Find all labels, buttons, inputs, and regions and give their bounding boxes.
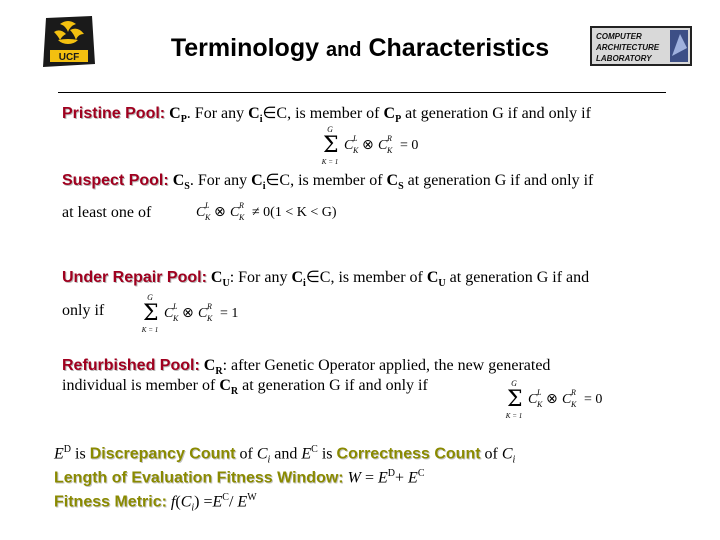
eq3-sigma: Σ <box>143 301 159 326</box>
eq4-cr-sup: R <box>571 388 576 397</box>
f1-of2: of <box>480 445 502 463</box>
fitness-metric-term: Fitness Metric: <box>54 493 167 511</box>
suspect-pool-term: Suspect Pool: <box>62 172 169 189</box>
eq2-otimes: ⊗ <box>214 204 226 220</box>
f1-E-sup: D <box>63 444 72 455</box>
eq3-cl-sub: K <box>173 314 179 323</box>
eq4-rhs: = 0 <box>584 392 603 407</box>
f1-E: E <box>54 445 64 463</box>
pristine-symbol: C <box>169 105 181 122</box>
correctness-count-term: Correctness Count <box>336 445 481 463</box>
eq3-rhs: = 1 <box>220 306 239 321</box>
f1-E2-sup: C <box>311 444 318 455</box>
pristine-pool-term: Pristine Pool: <box>62 105 166 122</box>
eq1-sigma: Σ <box>323 133 339 158</box>
f1-C2-sub: i <box>512 454 516 466</box>
repair-text-2: , is member of <box>330 269 427 286</box>
refurb-text-1: : after Genetic Operator applied, the new generated <box>222 357 551 374</box>
eq4-sum-bottom: K = 1 <box>505 412 523 420</box>
eq4-cr: C <box>562 392 572 407</box>
f3-open: ( <box>175 493 181 511</box>
f3-E2: E <box>237 493 248 511</box>
refurb-symbol-2: C <box>219 377 231 394</box>
eq1-cr-sup: R <box>387 134 392 143</box>
repair-symbol: C <box>210 269 223 286</box>
repair-in: ∈ <box>305 269 320 286</box>
f2-E2: E <box>408 469 418 487</box>
refurb-symbol: C <box>203 357 216 374</box>
pristine-ci-sub: i <box>259 114 263 126</box>
f2-E-sup: D <box>387 468 395 479</box>
suspect-in: ∈ <box>265 172 280 189</box>
suspect-text-2: , is member of <box>290 172 387 189</box>
f3-eq: = <box>199 493 213 511</box>
f2-E: E <box>377 469 388 487</box>
pristine-text-3: at generation G if and only if <box>401 105 591 122</box>
suspect-symbol-sub: S <box>184 181 190 193</box>
footer-line-2 <box>54 464 424 488</box>
pristine-symbol-2-sub: P <box>395 114 402 126</box>
eq3-cr-sub: K <box>207 314 213 323</box>
eq1-sum-bottom: K = 1 <box>321 158 339 166</box>
repair-ci: C <box>291 269 304 286</box>
suspect-equation <box>194 196 374 230</box>
f1-C: C <box>256 445 268 463</box>
title-rule <box>58 92 666 93</box>
f2-W: W <box>343 469 361 487</box>
f1-C2: C <box>501 445 513 463</box>
ucf-logo-text: UCF <box>58 52 80 63</box>
f3-slash: / <box>228 493 238 511</box>
suspect-text-3: at generation G if and only if <box>403 172 594 189</box>
repair-symbol-2-sub: U <box>438 278 446 290</box>
suspect-ci: C <box>251 172 263 189</box>
suspect-c: C <box>279 172 291 189</box>
eq4-cl: C <box>528 392 538 407</box>
pristine-c: C <box>276 105 288 122</box>
repair-pool-line <box>62 268 589 294</box>
eq2-cl-sup: L <box>205 201 210 210</box>
eq2-cr-sup: R <box>239 201 244 210</box>
lab-logo-line-3: LABORATORY <box>596 54 652 63</box>
f3-f: f <box>166 493 176 511</box>
f3-E: E <box>212 493 223 511</box>
eq3-otimes: ⊗ <box>182 305 194 321</box>
eq3-cl: C <box>164 306 174 321</box>
eq2-cl: C <box>196 205 206 220</box>
f3-C-sub: i <box>191 502 195 514</box>
eq1-sum-top: G <box>327 125 333 134</box>
eq3-sum-top: G <box>147 293 153 302</box>
lab-logo-line-2: ARCHITECTURE <box>596 43 660 52</box>
fitness-window-term: Length of Evaluation Fitness Window: <box>54 469 344 487</box>
eq4-sigma: Σ <box>507 387 523 412</box>
eq1-cr-sub: K <box>387 146 393 155</box>
eq3-cr: C <box>198 306 208 321</box>
refurb-text-2: individual is member of <box>62 377 220 394</box>
f2-E2-sup: C <box>417 468 425 479</box>
eq3-sum-bottom: K = 1 <box>141 326 159 334</box>
pristine-text-2: , is member of <box>287 105 384 122</box>
refurb-line-2 <box>62 376 428 402</box>
repair-ci-sub: i <box>303 278 306 290</box>
suspect-ci-sub: i <box>262 181 266 193</box>
suspect-pool-line <box>62 171 593 197</box>
refurb-symbol-sub: R <box>215 366 223 378</box>
f2-eq: = <box>360 469 378 487</box>
eq1-cr: C <box>378 138 388 153</box>
pristine-symbol-2: C <box>383 105 396 122</box>
lab-logo-line-1: COMPUTER <box>596 32 642 41</box>
repair-text-1: : For any <box>229 269 292 286</box>
refurb-pool-term: Refurbished Pool: <box>62 357 200 374</box>
repair-pool-term: Under Repair Pool: <box>62 269 207 286</box>
pristine-equation <box>320 124 440 172</box>
repair-line-2: only if <box>62 302 105 319</box>
eq2-rhs: ≠ 0(1 < K < G) <box>252 205 337 220</box>
f1-C-sub: i <box>267 454 271 466</box>
repair-equation <box>140 292 260 340</box>
suspect-symbol: C <box>172 172 185 189</box>
f3-E-sup: C <box>222 492 229 503</box>
refurb-text-3: at generation G if and only if <box>238 377 428 394</box>
suspect-line-2: at least one of <box>62 204 152 221</box>
pristine-ci: C <box>248 105 260 122</box>
f1-of: of <box>235 445 257 463</box>
repair-c: C <box>319 269 331 286</box>
refurb-symbol-2-sub: R <box>230 386 239 398</box>
title-main: Terminology <box>170 34 320 62</box>
slide-title <box>0 34 720 63</box>
eq2-cr-sub: K <box>239 213 245 222</box>
eq4-cl-sup: L <box>537 388 542 397</box>
refurb-equation <box>504 378 624 426</box>
pristine-in: ∈ <box>262 105 277 122</box>
eq1-cl-sup: L <box>353 134 358 143</box>
f1-and: and <box>270 445 302 463</box>
eq3-cl-sup: L <box>173 302 178 311</box>
f3-E2-sup: W <box>247 492 257 503</box>
eq4-sum-top: G <box>511 379 517 388</box>
f1-is2: is <box>317 445 337 463</box>
f1-E2: E <box>301 445 312 463</box>
f3-C: C <box>180 493 192 511</box>
title-and: and <box>325 39 362 61</box>
suspect-text-1: . For any <box>189 172 252 189</box>
title-rest: Characteristics <box>368 34 550 62</box>
eq1-rhs: = 0 <box>400 138 419 153</box>
eq4-cl-sub: K <box>537 400 543 409</box>
eq2-cl-sub: K <box>205 213 211 222</box>
discrepancy-count-term: Discrepancy Count <box>89 445 236 463</box>
suspect-symbol-2-sub: S <box>398 181 404 193</box>
pristine-text-1: . For any <box>186 105 249 122</box>
repair-symbol-2: C <box>426 269 439 286</box>
eq1-cl: C <box>344 138 354 153</box>
f2-plus: + <box>395 469 409 487</box>
eq2-cr: C <box>230 205 240 220</box>
f1-is: is <box>71 445 90 463</box>
footer-line-3 <box>54 488 257 519</box>
eq1-cl-sub: K <box>353 146 359 155</box>
eq4-cr-sub: K <box>571 400 577 409</box>
eq3-cr-sup: R <box>207 302 212 311</box>
suspect-symbol-2: C <box>386 172 399 189</box>
eq4-otimes: ⊗ <box>546 391 558 407</box>
pristine-symbol-sub: P <box>180 114 187 126</box>
f3-close: ) <box>194 493 200 511</box>
repair-text-3: at generation G if and <box>445 269 590 286</box>
repair-symbol-sub: U <box>222 278 230 290</box>
eq1-otimes: ⊗ <box>362 137 374 153</box>
